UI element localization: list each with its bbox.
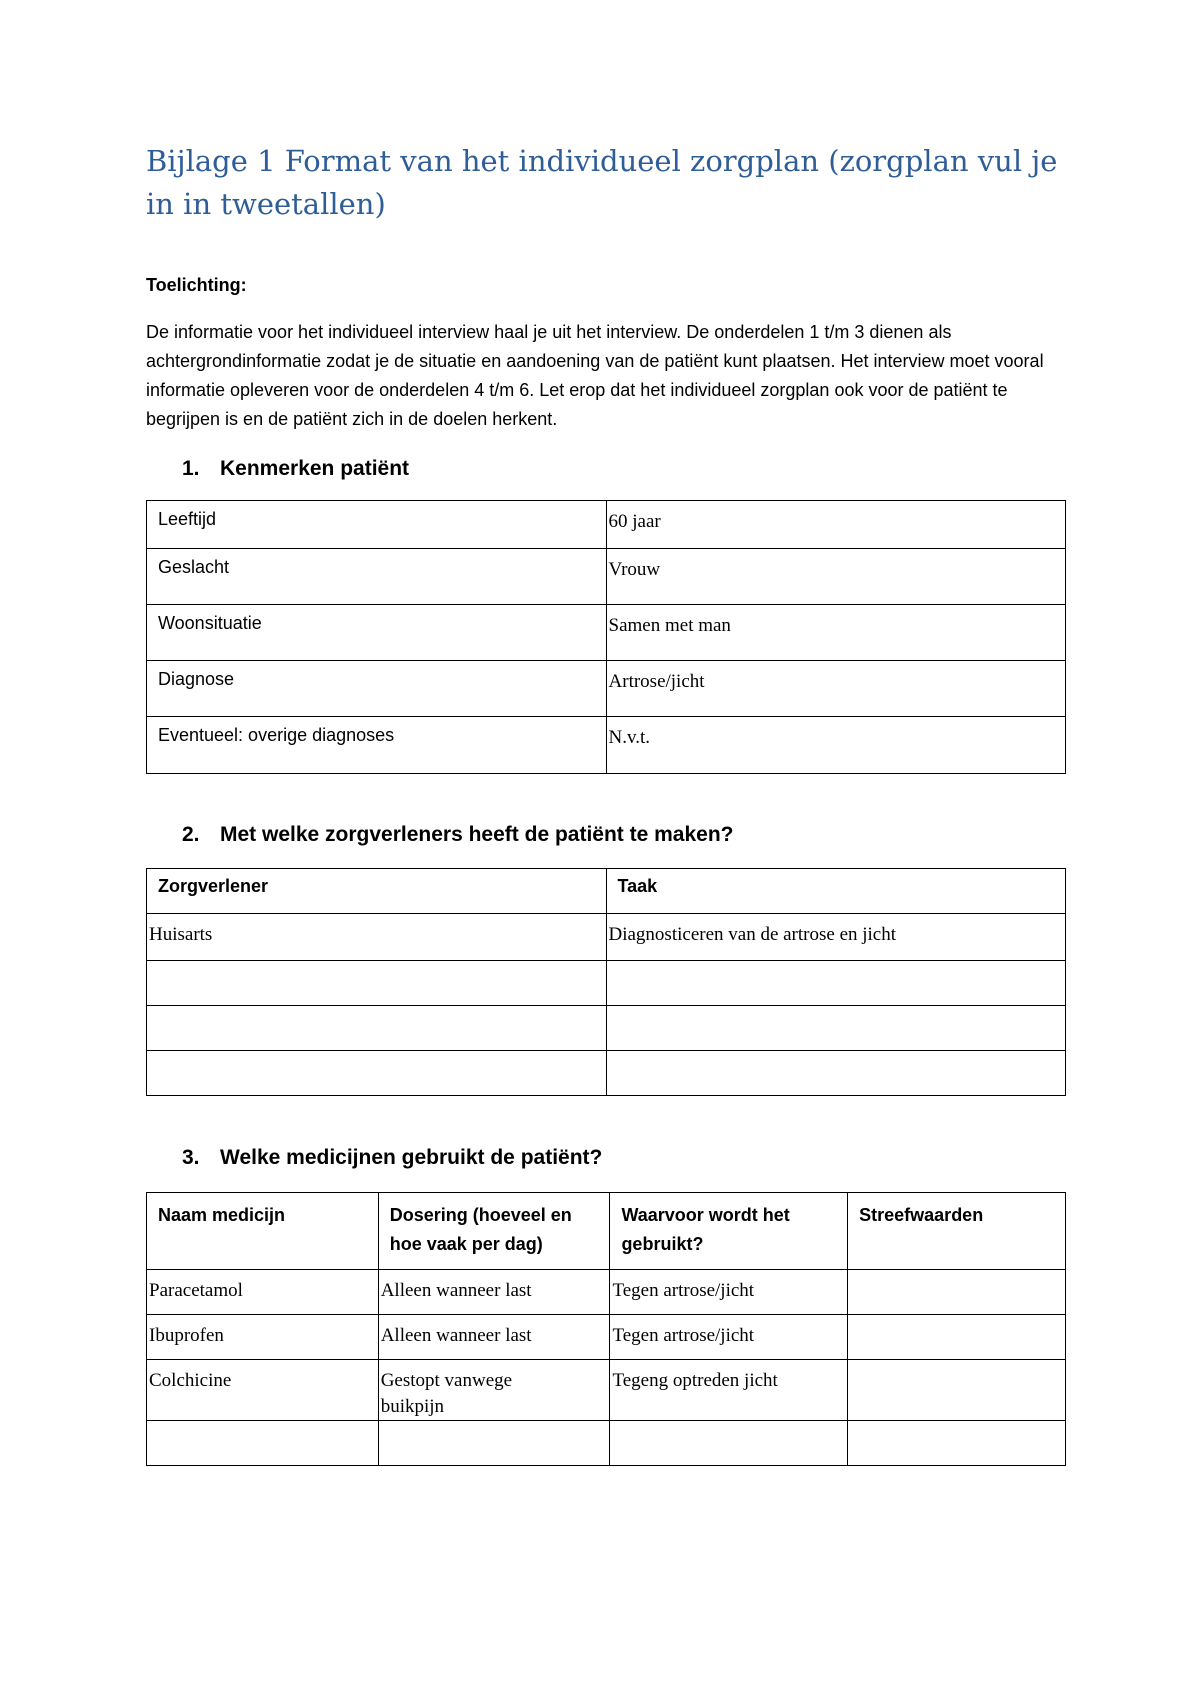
cell-label: Geslacht — [147, 549, 607, 605]
table-row — [147, 1270, 1066, 1315]
cell-value: Vrouw — [606, 549, 1065, 605]
section-1-title: Kenmerken patiënt — [220, 457, 410, 480]
table-row — [147, 605, 1066, 661]
header-cell: Waarvoor wordt het gebruikt? — [610, 1193, 848, 1270]
zorgverleners-table — [146, 868, 1066, 1096]
table-cell: Gestopt vanwege buikpijn — [378, 1360, 610, 1421]
header-cell: Naam medicijn — [147, 1193, 379, 1270]
cell-label: Leeftijd — [147, 501, 607, 549]
header-cell: Streefwaarden — [848, 1193, 1066, 1270]
table-cell — [848, 1360, 1066, 1421]
table-cell: Diagnosticeren van de artrose en jicht — [606, 914, 1066, 961]
table-cell — [147, 961, 607, 1006]
table-cell: Huisarts — [147, 914, 607, 961]
table-row — [147, 1315, 1066, 1360]
section-2-title: Met welke zorgverleners heeft de patiënt te maken? — [220, 823, 734, 846]
table-cell — [610, 1421, 848, 1466]
table-cell: Alleen wanneer last — [378, 1270, 610, 1315]
table-cell — [147, 1051, 607, 1096]
table-row — [147, 501, 1066, 549]
section-3-number: 3. — [182, 1146, 200, 1169]
section-1-heading — [182, 457, 409, 481]
cell-value: 60 jaar — [606, 501, 1065, 549]
cell-label: Woonsituatie — [147, 605, 607, 661]
table-cell: Ibuprofen — [147, 1315, 379, 1360]
section-3-heading — [182, 1146, 602, 1170]
table-cell: Colchicine — [147, 1360, 379, 1421]
header-cell: Dosering (hoeveel en hoe vaak per dag) — [378, 1193, 610, 1270]
cell-value: Samen met man — [606, 605, 1065, 661]
kenmerken-table — [146, 500, 1066, 774]
toelichting-text: De informatie voor het individueel interview haal je uit het interview. De onderdelen 1 t/m 3 dienen als achtergrondinformatie zodat je de situatie en aandoening van de patiënt kunt plaatsen. Het interview moet vooral informatie opleveren voor de onderdelen 4 t/m 6. Let erop dat het individueel zorgplan ook voor de patiënt te begrijpen is en de patiënt zich in de doelen herkent. — [146, 322, 1044, 429]
section-1-number: 1. — [182, 457, 200, 480]
table-cell — [147, 1006, 607, 1051]
table-cell: Tegeng optreden jicht — [610, 1360, 848, 1421]
header-cell: Zorgverlener — [147, 869, 607, 914]
table-row — [147, 1051, 1066, 1096]
table-cell — [147, 1421, 379, 1466]
page-title: Bijlage 1 Format van het individueel zorgplan (zorgplan vul je in in tweetallen) — [146, 144, 1058, 221]
section-3-title: Welke medicijnen gebruikt de patiënt? — [220, 1146, 603, 1169]
toelichting-label: Toelichting: — [146, 275, 247, 295]
table-row — [147, 1006, 1066, 1051]
table-row — [147, 1360, 1066, 1421]
section-2-number: 2. — [182, 823, 200, 846]
table-cell — [606, 1051, 1066, 1096]
medicijnen-table — [146, 1192, 1066, 1466]
table-cell: Tegen artrose/jicht — [610, 1270, 848, 1315]
cell-label: Diagnose — [147, 661, 607, 717]
table-cell: Paracetamol — [147, 1270, 379, 1315]
header-cell: Taak — [606, 869, 1066, 914]
table-row — [147, 661, 1066, 717]
table-header-row — [147, 869, 1066, 914]
table-cell — [606, 961, 1066, 1006]
table-cell — [848, 1270, 1066, 1315]
table-row — [147, 717, 1066, 774]
table-cell — [378, 1421, 610, 1466]
table-row — [147, 549, 1066, 605]
cell-value: N.v.t. — [606, 717, 1065, 774]
cell-label: Eventueel: overige diagnoses — [147, 717, 607, 774]
table-cell — [606, 1006, 1066, 1051]
table-cell: Tegen artrose/jicht — [610, 1315, 848, 1360]
table-cell — [848, 1421, 1066, 1466]
section-2-heading — [182, 823, 734, 847]
cell-value: Artrose/jicht — [606, 661, 1065, 717]
table-cell — [848, 1315, 1066, 1360]
table-header-row — [147, 1193, 1066, 1270]
table-row — [147, 914, 1066, 961]
table-row — [147, 961, 1066, 1006]
table-cell: Alleen wanneer last — [378, 1315, 610, 1360]
table-row — [147, 1421, 1066, 1466]
